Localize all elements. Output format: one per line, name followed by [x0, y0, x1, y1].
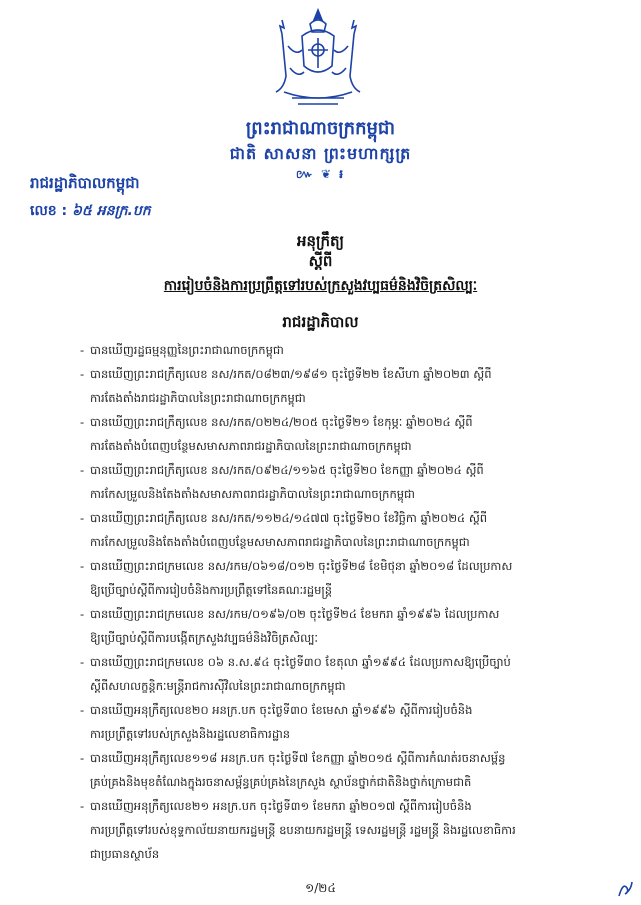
- preamble-item: - បានឃើញព្រះរាជក្រមលេខ នស/រកម/០១៩៦/០២ ចុះថ្ងៃទី២៤ ខែមករា ឆ្នាំ១៩៩៦ ដែលប្រកាស ឱ្យប្រើច្បាប់ស្តីពីការបង្កើតក្រសួងវប្បធម៌និងវិចិត្រសិល្បៈ: [80, 607, 500, 645]
- page-number: ១/២៤: [305, 881, 336, 895]
- document-type-title: អនុក្រឹត្យ: [296, 232, 345, 250]
- reference-value: ៦៥ អនក្រ.បក: [72, 203, 151, 219]
- royal-coat-of-arms-emblem: [262, 6, 374, 110]
- preamble-item: - បានឃើញរដ្ឋធម្មនុញ្ញនៃព្រះរាជាណាចក្រកម្ពុជា: [80, 343, 284, 357]
- reference-label: លេខ :: [30, 203, 68, 219]
- national-motto: ជាតិ សាសនា ព្រះមហាក្សត្រ: [229, 144, 412, 163]
- preamble-item: - បានឃើញព្រះរាជក្រឹត្យលេខ នស/រកត/០៨២៣/១៩៨១ ចុះថ្ងៃទី២២ ខែសីហា ឆ្នាំ២០២៣ ស្តីពី ការតែងតាំងរាជរដ្ឋាភិបាលនៃព្រះរាជាណាចក្រកម្ពុជា: [80, 367, 492, 405]
- concerning-label: ស្តីពី: [308, 252, 333, 270]
- document-subject: ការរៀបចំនិងការប្រព្រឹត្តទៅរបស់ក្រសួងវប្បធម៌និងវិចិត្រសិល្បៈ: [163, 278, 478, 294]
- issuing-government: រាជរដ្ឋាភិបាលកម្ពុជា: [30, 174, 140, 192]
- preamble-item: - បានឃើញព្រះរាជក្រឹត្យលេខ នស/រកត/១១២៤/១៤៧៧ ចុះថ្ងៃទី២០ ខែវិច្ឆិកា ឆ្នាំ២០២៤ ស្តីពី ការកែសម្រួលនិងតែងតាំងបំពេញបន្ថែមសមាសភាពរាជរដ្ឋាភិបាលនៃព្រះរាជាណាចក្រកម្ពុជា: [80, 511, 488, 549]
- kingdom-name: ព្រះរាជាណាចក្រកម្ពុជា: [245, 118, 396, 139]
- preamble-item: - បានឃើញព្រះរាជក្រមលេខ ០៦ ន.ស.៩៤ ចុះថ្ងៃទី៣០ ខែតុលា ឆ្នាំ១៩៩៤ ដែលប្រកាសឱ្យប្រើច្បាប់ ស្តីពីសហលក្ខន្តិកៈមន្ត្រីរាជការស៊ីវិលនៃព្រះរាជាណាចក្រកម្ពុជា: [80, 655, 511, 693]
- preamble-item: - បានឃើញព្រះរាជក្រឹត្យលេខ នស/រកត/០២២៤/២០៥ ចុះថ្ងៃទី២១ ខែកុម្ភៈ ឆ្នាំ២០២៤ ស្តីពី ការតែងតាំងបំពេញបន្ថែមសមាសភាពរាជរដ្ឋាភិបាលនៃព្រះរាជាណាចក្រកម្ពុជា: [80, 415, 473, 453]
- preamble-item: - បានឃើញអនុក្រឹត្យលេខ២០ អនក្រ.បក ចុះថ្ងៃទី៣០ ខែមេសា ឆ្នាំ១៩៩៦ ស្តីពីការរៀបចំនិង ការប្រព្រឹត្តទៅរបស់ក្រសួងនិងរដ្ឋលេខាធិការដ្ឋាន: [80, 703, 473, 741]
- preamble-item: - បានឃើញអនុក្រឹត្យលេខ១១៨ អនក្រ.បក ចុះថ្ងៃទី៧ ខែកញ្ញា ឆ្នាំ២០១៥ ស្តីពីការកំណត់រចនាសម្ព័ន្ធ គ្រប់គ្រងនិងមុខតំណែងក្នុងរចនាសម្ព័ន្ធគ្រប់គ្រងនៃក្រសួង ស្ថាប័នថ្នាក់ជាតិនិងថ្នាក់ក្រោមជាតិ: [80, 751, 506, 789]
- preamble-item: - បានឃើញព្រះរាជក្រមលេខ នស/រកម/០៦១៨/០១២ ចុះថ្ងៃទី២៨ ខែមិថុនា ឆ្នាំ២០១៨ ដែលប្រកាស ឱ្យប្រើច្បាប់ស្តីពីការរៀបចំនិងការប្រព្រឹត្តទៅនៃគណៈរដ្ឋមន្ត្រី: [80, 559, 513, 597]
- authority-heading: រាជរដ្ឋាភិបាល: [282, 313, 359, 331]
- preamble-item: - បានឃើញព្រះរាជក្រឹត្យលេខ នស/រកត/០៩២៤/១១៦៥ ចុះថ្ងៃទី២០ ខែកញ្ញា ឆ្នាំ២០២៤ ស្តីពី ការកែសម្រួលនិងតែងតាំងសមាសភាពរាជរដ្ឋាភិបាលនៃព្រះរាជាណាចក្រកម្ពុជា: [80, 463, 484, 501]
- preamble-list: [80, 338, 610, 866]
- handwritten-initial-icon: [615, 878, 635, 900]
- preamble-item: - បានឃើញអនុក្រឹត្យលេខ២១ អនក្រ.បក ចុះថ្ងៃទី៣១ ខែមករា ឆ្នាំ២០១៧ ស្តីពីការរៀបចំនិង ការប្រព្រឹត្តទៅរបស់ខុទ្ទកាល័យនាយករដ្ឋមន្ត្រី ឧបនាយករដ្ឋមន្ត្រី ទេសរដ្ឋមន្ត្រី រដ្ឋមន្ត្រី និងរដ្ឋលេខាធិការ ជាប្រធានស្ថាប័ន: [80, 799, 516, 861]
- ornament-divider: ៚ ❦ ៛: [295, 167, 346, 181]
- reference-number: [30, 201, 151, 222]
